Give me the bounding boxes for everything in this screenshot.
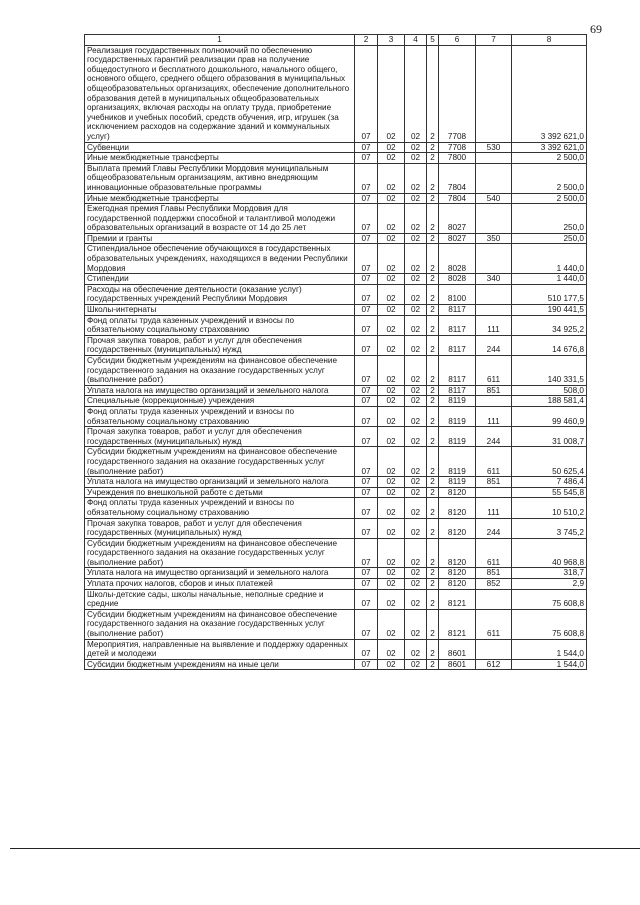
table-row xyxy=(85,284,587,304)
row-section: 07 xyxy=(355,315,378,335)
row-item: 8120 xyxy=(439,487,476,498)
table-row xyxy=(85,396,587,407)
row-section: 07 xyxy=(355,487,378,498)
row-subsection: 02 xyxy=(378,427,405,447)
row-program: 02 xyxy=(405,538,427,568)
row-subsection: 02 xyxy=(378,233,405,244)
row-subprogram: 2 xyxy=(427,274,439,285)
table-row xyxy=(85,498,587,518)
page-number: 69 xyxy=(590,22,602,36)
row-program: 02 xyxy=(405,568,427,579)
row-section: 07 xyxy=(355,518,378,538)
row-program: 02 xyxy=(405,659,427,670)
column-header-8: 8 xyxy=(512,35,587,46)
row-description: Стипендии xyxy=(85,274,355,285)
row-description: Учреждения по внешкольной работе с детьми xyxy=(85,487,355,498)
row-item: 7804 xyxy=(439,193,476,204)
row-subsection: 02 xyxy=(378,356,405,386)
row-amount: 10 510,2 xyxy=(512,498,587,518)
row-expense-type: 851 xyxy=(476,385,512,396)
row-section: 07 xyxy=(355,233,378,244)
row-description: Субсидии бюджетным учреждениям на финансовое обеспечение государственного задания на оказание государственных услуг (выполнение работ) xyxy=(85,538,355,568)
row-subsection: 02 xyxy=(378,396,405,407)
row-expense-type xyxy=(476,639,512,659)
row-item: 8601 xyxy=(439,639,476,659)
row-amount: 3 392 621,0 xyxy=(512,142,587,153)
row-section: 07 xyxy=(355,538,378,568)
row-description: Фонд оплаты труда казенных учреждений и взносы по обязательному социальному страхованию xyxy=(85,406,355,426)
row-expense-type xyxy=(476,305,512,316)
budget-table xyxy=(84,34,587,670)
row-expense-type xyxy=(476,487,512,498)
row-amount: 510 177,5 xyxy=(512,284,587,304)
row-amount: 1 544,0 xyxy=(512,639,587,659)
row-item: 8120 xyxy=(439,538,476,568)
row-expense-type: 851 xyxy=(476,477,512,488)
column-header-4: 4 xyxy=(405,35,427,46)
row-program: 02 xyxy=(405,193,427,204)
row-subsection: 02 xyxy=(378,142,405,153)
row-subprogram: 2 xyxy=(427,142,439,153)
row-item: 8119 xyxy=(439,477,476,488)
row-item: 8119 xyxy=(439,427,476,447)
row-section: 07 xyxy=(355,639,378,659)
row-subprogram: 2 xyxy=(427,447,439,477)
row-section: 07 xyxy=(355,385,378,396)
row-description: Расходы на обеспечение деятельности (оказание услуг) государственных учреждений Республики Мордовия xyxy=(85,284,355,304)
row-amount: 2 500,0 xyxy=(512,193,587,204)
bottom-rule xyxy=(10,848,640,849)
row-program: 02 xyxy=(405,284,427,304)
row-item: 7800 xyxy=(439,153,476,164)
table-row xyxy=(85,335,587,355)
column-header-2: 2 xyxy=(355,35,378,46)
row-expense-type: 111 xyxy=(476,406,512,426)
row-description: Уплата налога на имущество организаций и земельного налога xyxy=(85,477,355,488)
table-row xyxy=(85,233,587,244)
row-item: 8117 xyxy=(439,356,476,386)
row-subprogram: 2 xyxy=(427,233,439,244)
row-expense-type xyxy=(476,284,512,304)
row-program: 02 xyxy=(405,518,427,538)
row-amount: 55 545,8 xyxy=(512,487,587,498)
row-section: 07 xyxy=(355,579,378,590)
row-section: 07 xyxy=(355,244,378,274)
row-amount: 34 925,2 xyxy=(512,315,587,335)
row-description: Субсидии бюджетным учреждениям на финансовое обеспечение государственного задания на оказание государственных услуг (выполнение работ) xyxy=(85,609,355,639)
row-description: Уплата налога на имущество организаций и земельного налога xyxy=(85,568,355,579)
row-section: 07 xyxy=(355,274,378,285)
row-amount: 31 008,7 xyxy=(512,427,587,447)
row-amount: 318,7 xyxy=(512,568,587,579)
row-section: 07 xyxy=(355,396,378,407)
row-expense-type: 852 xyxy=(476,579,512,590)
row-subprogram: 2 xyxy=(427,518,439,538)
row-program: 02 xyxy=(405,244,427,274)
row-amount: 140 331,5 xyxy=(512,356,587,386)
row-section: 07 xyxy=(355,284,378,304)
row-description: Фонд оплаты труда казенных учреждений и взносы по обязательному социальному страхованию xyxy=(85,498,355,518)
row-subprogram: 2 xyxy=(427,305,439,316)
row-section: 07 xyxy=(355,609,378,639)
row-program: 02 xyxy=(405,356,427,386)
row-section: 07 xyxy=(355,204,378,234)
row-expense-type: 612 xyxy=(476,659,512,670)
row-subsection: 02 xyxy=(378,335,405,355)
row-subsection: 02 xyxy=(378,518,405,538)
row-expense-type: 244 xyxy=(476,427,512,447)
row-expense-type: 111 xyxy=(476,498,512,518)
row-program: 02 xyxy=(405,204,427,234)
row-item: 8119 xyxy=(439,396,476,407)
row-section: 07 xyxy=(355,305,378,316)
row-program: 02 xyxy=(405,153,427,164)
row-amount: 2,9 xyxy=(512,579,587,590)
row-program: 02 xyxy=(405,142,427,153)
row-subprogram: 2 xyxy=(427,477,439,488)
row-program: 02 xyxy=(405,315,427,335)
table-row xyxy=(85,518,587,538)
row-subprogram: 2 xyxy=(427,487,439,498)
row-amount: 250,0 xyxy=(512,204,587,234)
row-program: 02 xyxy=(405,163,427,193)
row-expense-type: 340 xyxy=(476,274,512,285)
row-program: 02 xyxy=(405,589,427,609)
table-row xyxy=(85,609,587,639)
row-program: 02 xyxy=(405,579,427,590)
row-subprogram: 2 xyxy=(427,204,439,234)
column-header-7: 7 xyxy=(476,35,512,46)
row-item: 8601 xyxy=(439,659,476,670)
row-section: 07 xyxy=(355,589,378,609)
row-expense-type xyxy=(476,163,512,193)
table-header-row xyxy=(85,35,587,46)
row-amount: 3 392 621,0 xyxy=(512,45,587,142)
row-section: 07 xyxy=(355,193,378,204)
row-subprogram: 2 xyxy=(427,396,439,407)
table-row xyxy=(85,163,587,193)
row-amount: 14 676,8 xyxy=(512,335,587,355)
row-subsection: 02 xyxy=(378,447,405,477)
row-expense-type xyxy=(476,396,512,407)
table-row xyxy=(85,204,587,234)
row-expense-type xyxy=(476,589,512,609)
table-row xyxy=(85,579,587,590)
row-subsection: 02 xyxy=(378,639,405,659)
table-row xyxy=(85,477,587,488)
table-row xyxy=(85,274,587,285)
row-program: 02 xyxy=(405,406,427,426)
row-description: Уплата прочих налогов, сборов и иных платежей xyxy=(85,579,355,590)
row-section: 07 xyxy=(355,335,378,355)
row-item: 7708 xyxy=(439,45,476,142)
row-program: 02 xyxy=(405,305,427,316)
table-row xyxy=(85,589,587,609)
row-item: 8120 xyxy=(439,518,476,538)
row-section: 07 xyxy=(355,153,378,164)
row-subsection: 02 xyxy=(378,305,405,316)
row-description: Ежегодная премия Главы Республики Мордовия для государственной поддержки способной и талантливой молодежи образовательных организаций в возрасте от 14 до 25 лет xyxy=(85,204,355,234)
table-row xyxy=(85,659,587,670)
row-amount: 40 968,8 xyxy=(512,538,587,568)
row-subprogram: 2 xyxy=(427,659,439,670)
table-row xyxy=(85,568,587,579)
row-subprogram: 2 xyxy=(427,589,439,609)
row-subprogram: 2 xyxy=(427,427,439,447)
table-row xyxy=(85,406,587,426)
table-row xyxy=(85,356,587,386)
row-program: 02 xyxy=(405,427,427,447)
row-subsection: 02 xyxy=(378,589,405,609)
table-body xyxy=(85,45,587,670)
row-subsection: 02 xyxy=(378,244,405,274)
row-program: 02 xyxy=(405,274,427,285)
row-subprogram: 2 xyxy=(427,335,439,355)
row-description: Уплата налога на имущество организаций и земельного налога xyxy=(85,385,355,396)
row-description: Мероприятия, направленные на выявление и поддержку одаренных детей и молодежи xyxy=(85,639,355,659)
row-amount: 50 625,4 xyxy=(512,447,587,477)
row-subsection: 02 xyxy=(378,659,405,670)
row-subsection: 02 xyxy=(378,284,405,304)
row-subsection: 02 xyxy=(378,477,405,488)
table-row xyxy=(85,447,587,477)
row-expense-type: 530 xyxy=(476,142,512,153)
row-item: 8119 xyxy=(439,447,476,477)
row-subsection: 02 xyxy=(378,406,405,426)
row-description: Субсидии бюджетным учреждениям на финансовое обеспечение государственного задания на оказание государственных услуг (выполнение работ) xyxy=(85,447,355,477)
row-subsection: 02 xyxy=(378,163,405,193)
row-amount: 1 440,0 xyxy=(512,244,587,274)
column-header-3: 3 xyxy=(378,35,405,46)
row-program: 02 xyxy=(405,609,427,639)
table-row xyxy=(85,315,587,335)
table-row xyxy=(85,385,587,396)
row-expense-type: 111 xyxy=(476,315,512,335)
row-program: 02 xyxy=(405,396,427,407)
row-description: Субсидии бюджетным учреждениям на финансовое обеспечение государственного задания на оказание государственных услуг (выполнение работ) xyxy=(85,356,355,386)
row-amount: 75 608,8 xyxy=(512,609,587,639)
row-description: Школы-интернаты xyxy=(85,305,355,316)
row-description: Стипендиальное обеспечение обучающихся в государственных образовательных учреждениях, находящихся в ведении Республики Мордовия xyxy=(85,244,355,274)
row-description: Школы-детские сады, школы начальные, неполные средние и средние xyxy=(85,589,355,609)
row-subprogram: 2 xyxy=(427,315,439,335)
table-row xyxy=(85,538,587,568)
row-section: 07 xyxy=(355,659,378,670)
row-subprogram: 2 xyxy=(427,579,439,590)
row-program: 02 xyxy=(405,233,427,244)
row-subprogram: 2 xyxy=(427,406,439,426)
row-item: 8117 xyxy=(439,305,476,316)
row-item: 8117 xyxy=(439,385,476,396)
row-subsection: 02 xyxy=(378,498,405,518)
row-section: 07 xyxy=(355,356,378,386)
row-expense-type xyxy=(476,204,512,234)
row-item: 8120 xyxy=(439,579,476,590)
row-expense-type xyxy=(476,153,512,164)
row-expense-type: 851 xyxy=(476,568,512,579)
row-subprogram: 2 xyxy=(427,639,439,659)
row-subprogram: 2 xyxy=(427,193,439,204)
row-subprogram: 2 xyxy=(427,163,439,193)
table-row xyxy=(85,45,587,142)
row-item: 8027 xyxy=(439,204,476,234)
row-item: 8120 xyxy=(439,568,476,579)
row-subsection: 02 xyxy=(378,579,405,590)
row-subsection: 02 xyxy=(378,274,405,285)
row-amount: 508,0 xyxy=(512,385,587,396)
row-amount: 99 460,9 xyxy=(512,406,587,426)
row-item: 8028 xyxy=(439,244,476,274)
row-program: 02 xyxy=(405,335,427,355)
row-item: 7804 xyxy=(439,163,476,193)
row-expense-type: 611 xyxy=(476,447,512,477)
row-subsection: 02 xyxy=(378,315,405,335)
row-subsection: 02 xyxy=(378,568,405,579)
row-subprogram: 2 xyxy=(427,284,439,304)
row-expense-type xyxy=(476,45,512,142)
column-header-6: 6 xyxy=(439,35,476,46)
row-subprogram: 2 xyxy=(427,498,439,518)
row-program: 02 xyxy=(405,487,427,498)
row-amount: 2 500,0 xyxy=(512,163,587,193)
table-row xyxy=(85,487,587,498)
row-amount: 1 544,0 xyxy=(512,659,587,670)
row-section: 07 xyxy=(355,406,378,426)
row-item: 8028 xyxy=(439,274,476,285)
row-description: Прочая закупка товаров, работ и услуг для обеспечения государственных (муниципальных) нужд xyxy=(85,335,355,355)
row-subprogram: 2 xyxy=(427,609,439,639)
row-program: 02 xyxy=(405,498,427,518)
table-row xyxy=(85,305,587,316)
row-program: 02 xyxy=(405,477,427,488)
row-amount: 3 745,2 xyxy=(512,518,587,538)
row-subprogram: 2 xyxy=(427,385,439,396)
row-description: Иные межбюджетные трансферты xyxy=(85,153,355,164)
row-expense-type: 611 xyxy=(476,356,512,386)
row-amount: 7 486,4 xyxy=(512,477,587,488)
row-item: 7708 xyxy=(439,142,476,153)
column-header-1: 1 xyxy=(85,35,355,46)
table-row xyxy=(85,193,587,204)
row-section: 07 xyxy=(355,568,378,579)
row-section: 07 xyxy=(355,427,378,447)
row-section: 07 xyxy=(355,477,378,488)
row-section: 07 xyxy=(355,447,378,477)
table-row xyxy=(85,142,587,153)
row-expense-type xyxy=(476,244,512,274)
row-description: Прочая закупка товаров, работ и услуг для обеспечения государственных (муниципальных) нужд xyxy=(85,427,355,447)
row-item: 8027 xyxy=(439,233,476,244)
row-amount: 75 608,8 xyxy=(512,589,587,609)
row-subsection: 02 xyxy=(378,487,405,498)
row-description: Субсидии бюджетным учреждениям на иные цели xyxy=(85,659,355,670)
row-section: 07 xyxy=(355,45,378,142)
row-subprogram: 2 xyxy=(427,244,439,274)
row-program: 02 xyxy=(405,447,427,477)
row-subsection: 02 xyxy=(378,538,405,568)
row-amount: 250,0 xyxy=(512,233,587,244)
row-expense-type: 611 xyxy=(476,609,512,639)
row-expense-type: 244 xyxy=(476,518,512,538)
row-amount: 2 500,0 xyxy=(512,153,587,164)
row-section: 07 xyxy=(355,498,378,518)
row-item: 8120 xyxy=(439,498,476,518)
row-subprogram: 2 xyxy=(427,356,439,386)
row-subsection: 02 xyxy=(378,153,405,164)
row-subsection: 02 xyxy=(378,45,405,142)
row-amount: 190 441,5 xyxy=(512,305,587,316)
row-description: Субвенции xyxy=(85,142,355,153)
row-item: 8117 xyxy=(439,335,476,355)
row-subsection: 02 xyxy=(378,204,405,234)
row-subprogram: 2 xyxy=(427,45,439,142)
row-description: Специальные (коррекционные) учреждения xyxy=(85,396,355,407)
row-program: 02 xyxy=(405,45,427,142)
row-expense-type: 540 xyxy=(476,193,512,204)
row-item: 8121 xyxy=(439,589,476,609)
table-row xyxy=(85,427,587,447)
row-description: Реализация государственных полномочий по обеспечению государственных гарантий реализации прав на получение общедоступного и бесплатного дошкольного, начального общего, основного общего, среднего общего образования в муниципальных общеобразовательных организациях, обеспечение дополнительного образования детей в муниципальных общеобразовательных организациях, включая расходы на оплату труда, приобретение учебников и учебных пособий, средств обучения, игр, игрушек (за исключением расходов на содержание зданий и коммунальных услуг) xyxy=(85,45,355,142)
row-section: 07 xyxy=(355,163,378,193)
table-row xyxy=(85,153,587,164)
table-row xyxy=(85,639,587,659)
row-description: Премии и гранты xyxy=(85,233,355,244)
row-description: Прочая закупка товаров, работ и услуг для обеспечения государственных (муниципальных) нужд xyxy=(85,518,355,538)
table-row xyxy=(85,244,587,274)
row-item: 8117 xyxy=(439,315,476,335)
row-program: 02 xyxy=(405,385,427,396)
column-header-5: 5 xyxy=(427,35,439,46)
row-subprogram: 2 xyxy=(427,153,439,164)
row-amount: 1 440,0 xyxy=(512,274,587,285)
row-subprogram: 2 xyxy=(427,538,439,568)
row-subsection: 02 xyxy=(378,609,405,639)
row-description: Выплата премий Главы Республики Мордовия муниципальным общеобразовательным организациям, активно внедряющим инновационные образовательные программы xyxy=(85,163,355,193)
row-section: 07 xyxy=(355,142,378,153)
row-description: Иные межбюджетные трансферты xyxy=(85,193,355,204)
row-item: 8121 xyxy=(439,609,476,639)
row-subprogram: 2 xyxy=(427,568,439,579)
row-expense-type: 611 xyxy=(476,538,512,568)
row-program: 02 xyxy=(405,639,427,659)
row-expense-type: 350 xyxy=(476,233,512,244)
row-description: Фонд оплаты труда казенных учреждений и взносы по обязательному социальному страхованию xyxy=(85,315,355,335)
row-item: 8100 xyxy=(439,284,476,304)
row-subsection: 02 xyxy=(378,385,405,396)
row-expense-type: 244 xyxy=(476,335,512,355)
row-amount: 188 581,4 xyxy=(512,396,587,407)
row-subsection: 02 xyxy=(378,193,405,204)
row-item: 8119 xyxy=(439,406,476,426)
